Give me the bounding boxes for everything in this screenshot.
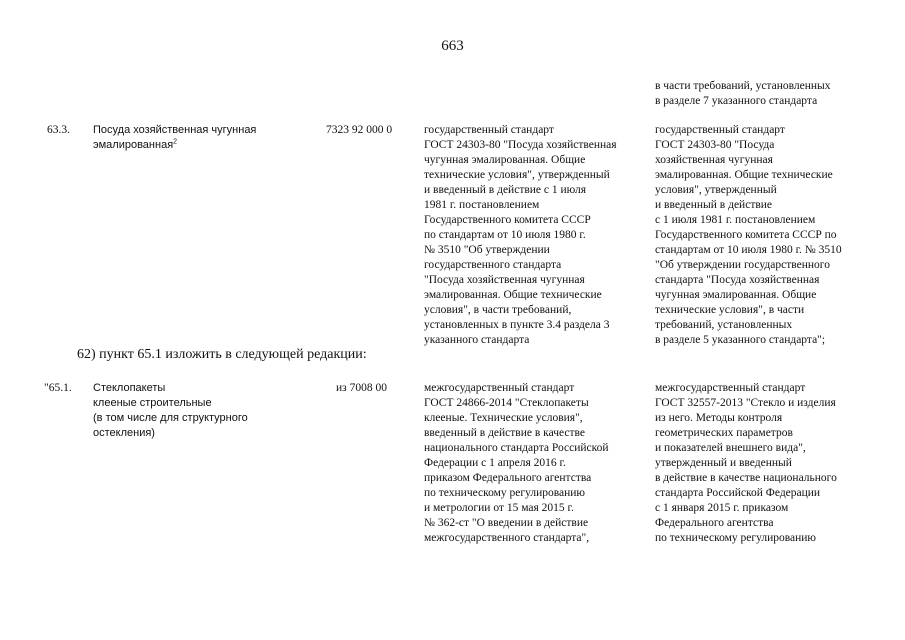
text-line: требований, установленных [655, 319, 793, 331]
name-line [93, 138, 256, 153]
top-continuation-text [655, 79, 831, 109]
text-line: установленных в пункте 3.4 раздела 3 [424, 319, 610, 331]
text-line: эмалированная. Общие технические [424, 289, 602, 301]
text-line: по техническому регулированию [655, 532, 817, 544]
row-65-1-standard-col5 [655, 381, 837, 546]
text-line: условия", в части требований, [424, 304, 572, 316]
text-line: технические условия", утвержденный [424, 169, 610, 181]
text-line: стандарта Российской Федерации [655, 487, 821, 499]
name-line: (в том числе для структурного [93, 412, 248, 424]
row-63-3-standard-col4 [424, 123, 617, 348]
name-line: клееные строительные [93, 397, 212, 409]
text-line: ГОСТ 24303-80 "Посуда хозяйственная [424, 139, 617, 151]
row-63-3-code: 7323 92 000 0 [326, 124, 393, 136]
text-line: из него. Методы контроля [655, 412, 783, 424]
text-line: межгосударственного стандарта", [424, 532, 590, 544]
name-line: Посуда хозяйственная чугунная [93, 124, 257, 136]
text-line: 1981 г. постановлением [424, 199, 540, 211]
text-line: чугунная эмалированная. Общие [424, 154, 586, 166]
text-line: межгосударственный стандарт [424, 382, 575, 394]
text-line: Государственного комитета СССР по [655, 229, 837, 241]
text-line: утвержденный и введенный [655, 457, 792, 469]
text-line: Федерации с 1 апреля 2016 г. [424, 457, 566, 469]
text-line: приказом Федерального агентства [424, 472, 592, 484]
text-line: "Об утверждении государственного [655, 259, 830, 271]
text-line: Федерального агентства [655, 517, 774, 529]
text-line: национального стандарта Российской [424, 442, 609, 454]
text-line: технические условия", в части [655, 304, 805, 316]
row-65-1-number: "65.1. [44, 382, 72, 394]
text-line: введенный в действие в качестве [424, 427, 586, 439]
text-line: геометрических параметров [655, 427, 793, 439]
text-line: чугунная эмалированная. Общие [655, 289, 817, 301]
row-63-3-number: 63.3. [47, 124, 70, 136]
instruction-62: 62) пункт 65.1 изложить в следующей редакции: [77, 347, 367, 362]
text-line: № 362-ст "О введении в действие [424, 517, 589, 529]
row-65-1-name [93, 381, 248, 441]
row-65-1-standard-col4 [424, 381, 609, 546]
text-line: с 1 июля 1981 г. постановлением [655, 214, 816, 226]
text-line: стандарта "Посуда хозяйственная [655, 274, 820, 286]
text-line: с 1 января 2015 г. приказом [655, 502, 789, 514]
row-63-3-name [93, 123, 256, 153]
text-line: государственный стандарт [424, 124, 554, 136]
text-line: и введенный в действие [655, 199, 773, 211]
text-line: хозяйственная чугунная [655, 154, 773, 166]
text-line: и показателей внешнего вида", [655, 442, 806, 454]
text-line: и метрологии от 15 мая 2015 г. [424, 502, 574, 514]
text-line: "Посуда хозяйственная чугунная [424, 274, 585, 286]
text-line: условия", утвержденный [655, 184, 777, 196]
name-line: остекления) [93, 427, 155, 439]
text-line: ГОСТ 24866-2014 "Стеклопакеты [424, 397, 589, 409]
text-line: ГОСТ 24303-80 "Посуда [655, 139, 775, 151]
name-line: Стеклопакеты [93, 382, 166, 394]
text-line: в разделе 5 указанного стандарта"; [655, 334, 826, 346]
text-line: стандартам от 10 июля 1980 г. № 3510 [655, 244, 842, 256]
footnote-marker: 2 [173, 138, 178, 146]
continuation-line: в части требований, установленных [655, 80, 831, 92]
name-line-text: эмалированная [93, 139, 174, 151]
text-line: по техническому регулированию [424, 487, 586, 499]
text-line: государственный стандарт [655, 124, 785, 136]
text-line: ГОСТ 32557-2013 "Стекло и изделия [655, 397, 836, 409]
text-line: в действие в качестве национального [655, 472, 837, 484]
text-line: по стандартам от 10 июля 1980 г. [424, 229, 586, 241]
text-line: и введенный в действие с 1 июля [424, 184, 586, 196]
text-line: Государственного комитета СССР [424, 214, 591, 226]
text-line: эмалированная. Общие технические [655, 169, 833, 181]
text-line: государственного стандарта [424, 259, 562, 271]
row-63-3-standard-col5 [655, 123, 842, 348]
row-65-1-code: из 7008 00 [336, 382, 387, 394]
text-line: межгосударственный стандарт [655, 382, 806, 394]
continuation-line: в разделе 7 указанного стандарта [655, 95, 818, 107]
page-number: 663 [441, 38, 464, 54]
text-line: указанного стандарта [424, 334, 530, 346]
text-line: клееные. Технические условия", [424, 412, 583, 424]
text-line: № 3510 "Об утверждении [424, 244, 550, 256]
